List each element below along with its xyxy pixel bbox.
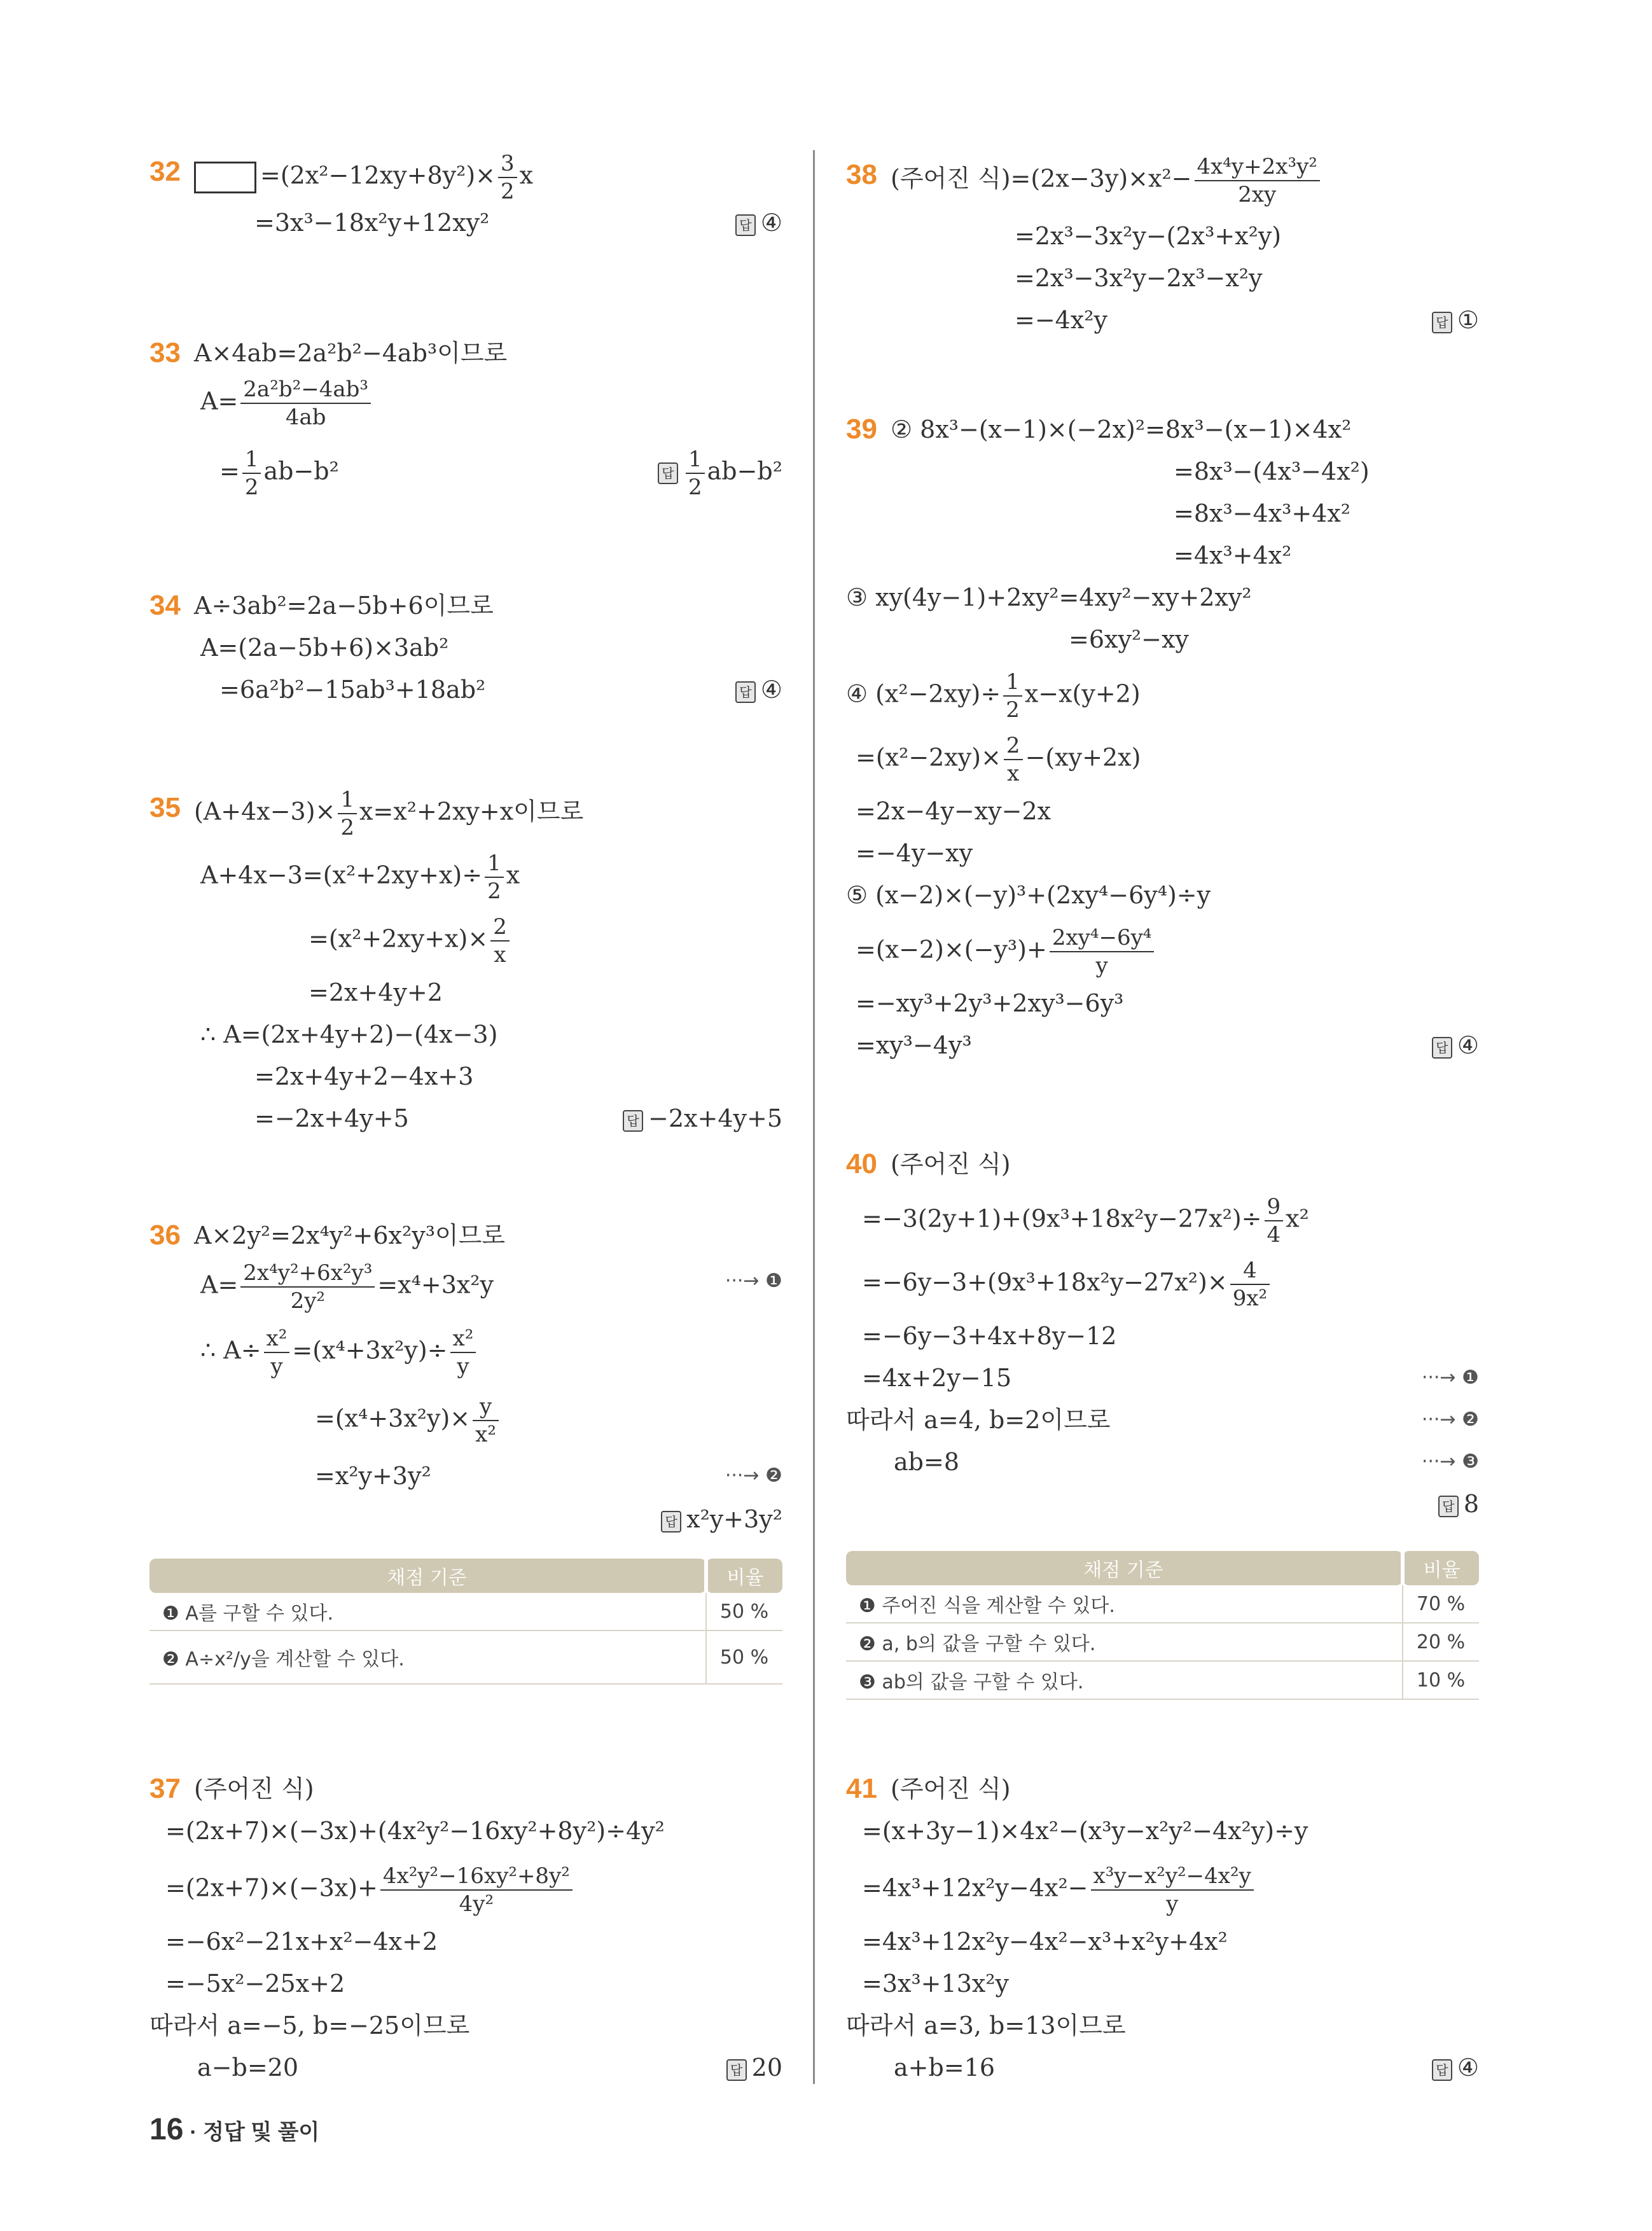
solution-line: (주어진 식) <box>891 1775 1011 1803</box>
solution-line: =−4y−xy <box>856 839 973 867</box>
problem-number: 37 <box>149 1773 181 1804</box>
answer: 답 ① <box>1432 301 1479 339</box>
step-marker-1: ···→ ❶ <box>1421 1366 1479 1389</box>
answer: 답 ④ <box>735 671 782 709</box>
answer-icon: 답 <box>735 214 756 236</box>
solution-line: =2x+4y+2−4x+3 <box>254 1062 474 1090</box>
solution-line: =(x+3y−1)×4x²−(x³y−x²y²−4x²y)÷y <box>862 1817 1308 1845</box>
page-footer <box>149 2112 319 2147</box>
answer-icon: 답 <box>1432 2059 1452 2081</box>
solution-line: =6a²b²−15ab³+18ab² <box>219 676 486 704</box>
solution-line: =4x³+12x²y−4x²−x³+x²y+4x² <box>862 1928 1228 1956</box>
solution-line: ∴ A÷ $\frac{\text{x²}}{y}$ =(x⁴+3x²y)÷ $\frac{\text{x²}}{y}$ <box>200 1328 478 1377</box>
table-row: ❶ 주어진 식을 계산할 수 있다. 70 % <box>846 1585 1479 1623</box>
solution-line: ④ (x²−2xy)÷ $\frac{1}{2}$ x−x(y+2) <box>846 669 1141 723</box>
solution-line: 따라서 a=3, b=13이므로 <box>846 2012 1126 2040</box>
table-row: ❷ a, b의 값을 구할 수 있다. 20 % <box>846 1623 1479 1661</box>
answer: 답 8 <box>1438 1485 1479 1523</box>
step-marker-1: ···→ ❶ <box>725 1270 782 1292</box>
solution-line: =3x³−18x²y+12xy² <box>254 209 490 237</box>
solution-line: A= $\frac{\text{2a²b²−4ab³}}{4ab}$ <box>200 379 373 428</box>
solution-line: =(x⁴+3x²y)× $\frac{y}{\text{x²}}$ <box>315 1396 501 1445</box>
solution-line: =2x+4y+2 <box>309 978 443 1006</box>
problem-34 <box>149 587 782 714</box>
solution-line: =−xy³+2y³+2xy³−6y³ <box>856 989 1124 1017</box>
solution-line: a+b=16 <box>894 2054 996 2082</box>
solution-line: =4x³+4x² <box>1174 541 1292 569</box>
problem-number: 38 <box>846 159 877 190</box>
problem-38 <box>846 156 1479 347</box>
solution-line: ab=8 <box>894 1448 959 1476</box>
page-number: 16 <box>149 2113 184 2146</box>
grading-table-36 <box>149 1559 782 1685</box>
problem-number: 41 <box>846 1773 877 1804</box>
problem-number: 32 <box>149 156 181 187</box>
grading-table-40 <box>846 1551 1479 1700</box>
answer-icon: 답 <box>1432 1037 1452 1059</box>
table-row: ❸ ab의 값을 구할 수 있다. 10 % <box>846 1661 1479 1699</box>
solution-line: =2x−4y−xy−2x <box>856 797 1052 825</box>
answer: 답 $\frac{1}{2}$ ab−b² <box>658 448 782 498</box>
grading-header-criteria: 채점 기준 <box>149 1559 706 1593</box>
solution-line: =(2x+7)×(−3x)+(4x²y²−16xy²+8y²)÷4y² <box>165 1817 665 1845</box>
answer: 답 x²y+3y² <box>661 1500 782 1538</box>
answer: 답 20 <box>726 2048 782 2087</box>
solution-line: 따라서 a=4, b=2이므로 <box>846 1406 1111 1434</box>
solution-line: A+4x−3=(x²+2xy+x)÷ $\frac{1}{2}$ x <box>200 851 520 904</box>
column-divider <box>813 150 815 2084</box>
step-marker-3: ···→ ❸ <box>1421 1450 1479 1473</box>
solution-line: =−4x²y <box>1015 306 1107 334</box>
answer: 답 ④ <box>735 204 782 242</box>
solution-line: =−6y−3+(9x³+18x²y−27x²)× $\frac{4}{\text{9x²}}$ <box>862 1260 1272 1309</box>
problem-33 <box>149 334 782 512</box>
problem-number: 33 <box>149 337 181 368</box>
problem-number: 36 <box>149 1220 181 1251</box>
solution-line: = $\frac{1}{2}$ ab−b² <box>219 447 339 500</box>
answer-icon: 답 <box>623 1110 643 1132</box>
solution-line: =(x−2)×(−y³)+ $\frac{\text{2xy⁴−6y⁴}}{y}$ <box>856 927 1156 976</box>
solution-line: =4x+2y−15 <box>862 1364 1012 1392</box>
grading-header-ratio: 비율 <box>1403 1551 1479 1585</box>
solution-line: =2x³−3x²y−(2x³+x²y) <box>1015 222 1282 250</box>
solution-line: A=(2a−5b+6)×3ab² <box>200 634 449 662</box>
solution-line: =−5x²−25x+2 <box>165 1970 345 1998</box>
solution-line: =xy³−4y³ <box>856 1031 972 1059</box>
grading-header-ratio: 비율 <box>706 1559 782 1593</box>
problem-40 <box>846 1145 1479 1518</box>
solution-line: =(x²+2xy+x)× $\frac{2}{x}$ <box>309 916 512 966</box>
solution-line: =8x³−(4x³−4x²) <box>1174 457 1370 485</box>
solution-line: A÷3ab²=2a−5b+6이므로 <box>194 592 494 620</box>
solution-line: =−2x+4y+5 <box>254 1104 409 1132</box>
step-marker-2: ···→ ❷ <box>725 1464 782 1487</box>
problem-number: 34 <box>149 590 181 621</box>
solution-line: 따라서 a=−5, b=−25이므로 <box>149 2012 470 2040</box>
answer: 답 ④ <box>1432 1026 1479 1064</box>
solution-line: =(2x+7)×(−3x)+ $\frac{\text{4x²y²−16xy²+8y²}}{\text{4y²}}$ <box>165 1865 575 1915</box>
table-row: ❷ A÷x²/y을 계산할 수 있다. 50 % <box>149 1630 782 1684</box>
solution-line: =6xy²−xy <box>1069 625 1189 653</box>
footer-label: · 정답 및 풀이 <box>190 2120 320 2144</box>
solution-line: =x²y+3y² <box>315 1462 431 1490</box>
problem-37 <box>149 1770 782 2088</box>
solution-line: =−6x²−21x+x²−4x+2 <box>165 1928 438 1956</box>
problem-number: 35 <box>149 792 181 823</box>
solution-line: =3x³+13x²y <box>862 1970 1010 1998</box>
solution-line: =−6y−3+4x+8y−12 <box>862 1322 1117 1350</box>
answer-icon: 답 <box>726 2059 747 2081</box>
solution-line: A×2y²=2x⁴y²+6x²y³이므로 <box>194 1221 506 1249</box>
problem-32 <box>149 153 782 242</box>
solution-line: =(2x²−12xy+8y²)× $\frac{3}{2}$ x <box>194 153 533 202</box>
answer-icon: 답 <box>658 462 678 484</box>
solution-line: (A+4x−3)× $\frac{1}{2}$ x=x²+2xy+x이므로 <box>194 787 584 840</box>
answer-icon: 답 <box>661 1511 681 1533</box>
solution-line: ③ xy(4y−1)+2xy²=4xy²−xy+2xy² <box>846 583 1252 611</box>
problem-39 <box>846 410 1479 1078</box>
answer-icon: 답 <box>735 681 756 703</box>
solution-line: ② 8x³−(x−1)×(−2x)²=8x³−(x−1)×4x² <box>891 415 1352 443</box>
solution-line: =(x²−2xy)× $\frac{2}{x}$ −(xy+2x) <box>856 733 1141 786</box>
problem-number: 40 <box>846 1148 877 1179</box>
table-row: ❶ A를 구할 수 있다. 50 % <box>149 1593 782 1630</box>
answer: 답 −2x+4y+5 <box>623 1099 782 1137</box>
solution-line: (주어진 식)=(2x−3y)×x²− $\frac{\text{4x⁴y+2x³y²}}{2xy}$ <box>891 156 1322 205</box>
blank-box <box>194 162 256 193</box>
step-marker-2: ···→ ❷ <box>1421 1408 1479 1431</box>
solution-line: =−3(2y+1)+(9x³+18x²y−27x²)÷ $\frac{9}{4}$ x² <box>862 1194 1309 1248</box>
problem-number: 39 <box>846 414 877 445</box>
solution-line: =4x³+12x²y−4x²− $\frac{\text{x³y−x²y²−4x²y}}{y}$ <box>862 1865 1256 1915</box>
problem-35 <box>149 789 782 1145</box>
solution-line: ∴ A=(2x+4y+2)−(4x−3) <box>200 1020 498 1048</box>
solution-line: (주어진 식) <box>194 1775 314 1803</box>
solution-line: A= $\frac{\text{2x⁴y²+6x²y³}}{\text{2y²}}$ =x⁴+3x²y <box>200 1260 494 1314</box>
solution-line: ⑤ (x−2)×(−y)³+(2xy⁴−6y⁴)÷y <box>846 881 1211 909</box>
solution-line: A×4ab=2a²b²−4ab³이므로 <box>194 339 508 367</box>
problem-41 <box>846 1770 1479 2088</box>
solution-line: a−b=20 <box>197 2054 299 2082</box>
solution-line: =2x³−3x²y−2x³−x²y <box>1015 264 1263 292</box>
answer: 답 ④ <box>1432 2048 1479 2087</box>
answer-icon: 답 <box>1432 312 1452 333</box>
solution-line: =8x³−4x³+4x² <box>1174 499 1351 527</box>
solution-line: (주어진 식) <box>891 1150 1011 1178</box>
grading-header-criteria: 채점 기준 <box>846 1551 1403 1585</box>
answer-icon: 답 <box>1438 1496 1459 1517</box>
problem-36 <box>149 1216 782 1534</box>
